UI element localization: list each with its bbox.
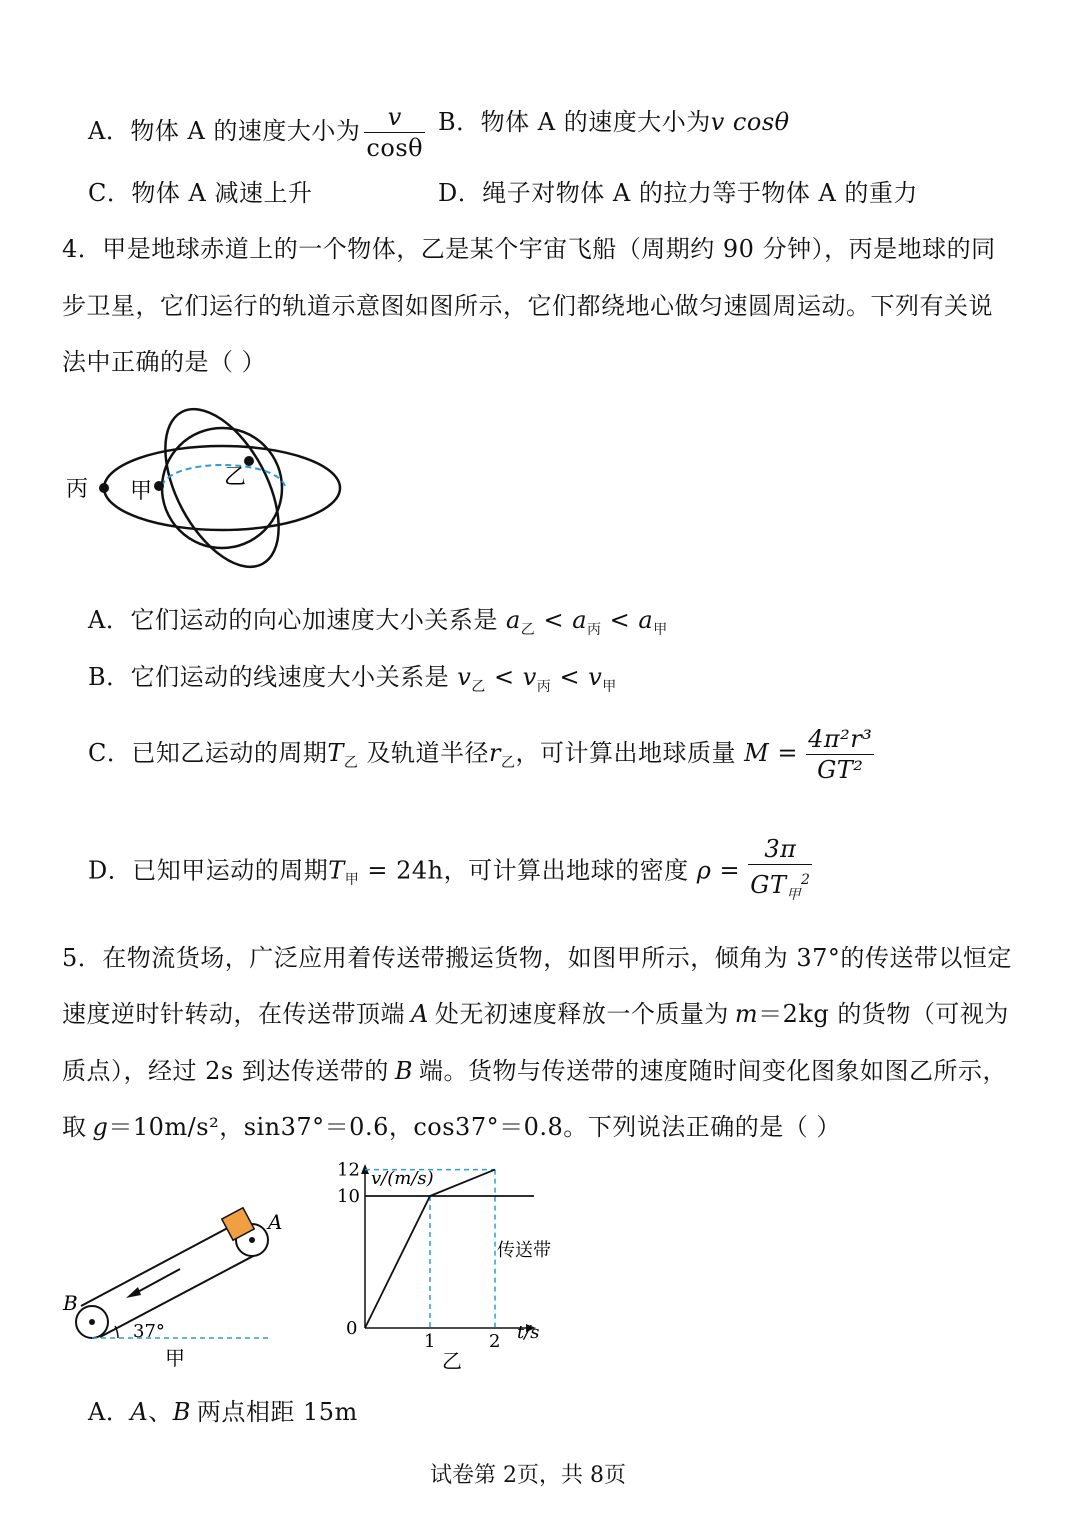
gravity-g: g [92,1113,109,1141]
sub-yi: 乙 [501,754,516,771]
q4-option-c-text-3: ，可计算出地球质量 [515,739,737,767]
sub-yi: 乙 [471,678,486,695]
x-axis-label: t/s [517,1322,540,1343]
q3-option-d: D．绳子对物体 A 的拉力等于物体 A 的重力 [438,179,918,207]
sub-bing: 丙 [536,678,552,695]
fraction-denominator [748,865,812,910]
q4-option-c [88,724,874,785]
y-axis-label: v/(m/s) [371,1168,434,1189]
q5-line-1: 5．在物流货场，广泛应用着传送带搬运货物，如图甲所示，倾角为 37°的传送带以恒定 [62,944,1012,972]
q3-option-a [88,102,425,163]
sub-bing: 丙 [587,621,602,638]
lt-symbol: < [609,606,631,634]
dot-bing [99,483,109,493]
fraction-numerator: v [364,102,425,133]
q5-option-a-text: 两点相距 15m [196,1398,358,1426]
q4-option-a-text: A．它们运动的向心加速度大小关系是 [88,606,498,634]
point-B: B [394,1057,413,1085]
q5-line-2-a: 速度逆时针转动，在传送带顶端 [62,1000,405,1028]
GT-symbol: GT [750,871,787,899]
dot-jia [154,481,164,491]
rho-equals: ρ = [696,856,741,885]
y-tick-label-12: 12 [337,1159,360,1181]
conveyor-diagram [60,1195,290,1375]
sub-yi: 乙 [520,621,536,638]
q4-option-c-text-1: C．已知乙运动的周期 [88,739,328,767]
q4-option-c-fraction [806,724,874,785]
label-B: B [63,1291,78,1315]
pulley-bottom-axle [89,1319,95,1325]
q5-line-4-a: 取 [62,1113,87,1141]
q4-option-b [88,662,617,702]
label-angle: 37° [133,1321,165,1342]
sub-jia: 甲 [344,872,360,889]
lt-symbol: < [543,606,565,634]
pulley-top-axle [249,1237,255,1243]
q4-option-d-fraction [748,834,812,910]
direction-arrowhead [126,1287,141,1298]
label-jia: 甲 [130,479,153,504]
direction-arrow [134,1269,180,1294]
q4-line-3: 法中正确的是（ ） [62,348,267,376]
T-symbol: T [328,856,345,885]
a-symbol: a [638,606,654,634]
chart-caption: 乙 [442,1349,462,1373]
q4-option-d [88,834,812,910]
label-A: A [268,1210,283,1234]
q4-option-a [88,605,668,645]
q4-option-d-eq: = 24h [367,856,444,885]
q3-option-a-fraction [364,102,425,163]
sub-yi: 乙 [343,754,359,771]
q5-line-4 [62,1112,841,1142]
q4-option-d-text-1: D．已知甲运动的周期 [88,856,329,885]
q5-line-4-b: ＝10m/s²，sin37°＝0.6，cos37°＝0.8。下列说法正确的是（ ） [108,1113,841,1141]
fraction-denominator: cosθ [366,134,424,162]
q5-line-2 [62,999,1009,1029]
q5-option-a-prefix: A． [88,1398,131,1426]
orbit-yi [142,391,302,585]
vt-chart [335,1160,565,1375]
q5-line-2-c: ＝2kg 的货物（可视为 [758,1000,1009,1028]
y-tick-label-10: 10 [337,1186,360,1207]
v-symbol: v [588,663,603,691]
lt-symbol: < [559,663,581,691]
q5-line-3-b: 端。货物与传送带的速度随时间变化图象如图乙所示， [418,1057,1007,1085]
v-symbol: v [522,663,537,691]
q4-option-c-text-2: 及轨道半径 [366,739,490,767]
belt-bottom-edge [100,1254,257,1337]
M-equals: M = [744,739,798,767]
separator: 、 [148,1398,173,1426]
v-symbol: v [457,663,472,691]
sub-jia: 甲 [653,621,668,638]
mass-m: m [734,1000,759,1028]
fraction-denominator: GT² [817,756,864,784]
q5-line-3 [62,1056,1007,1086]
orbit-diagram [60,400,360,580]
page-footer: 试卷第 2页，共 8页 [430,1463,626,1488]
fraction-numerator: 3π [748,834,812,865]
q4-option-b-text: B．它们运动的线速度大小关系是 [88,663,450,691]
q3-option-b [438,107,790,137]
point-A: A [411,1000,429,1028]
q5-line-3-a: 质点），经过 2s 到达传送带的 [62,1057,389,1085]
point-A: A [130,1398,149,1426]
q3-option-a-text: A．物体 A 的速度大小为 [88,117,361,145]
belt-top-edge [81,1223,237,1306]
x-tick-label-2: 2 [489,1331,501,1352]
q5-option-a [88,1397,358,1427]
a-symbol: a [572,606,587,634]
lt-symbol: < [493,663,515,691]
sub-jia: 甲 [602,678,617,695]
q3-option-c: C．物体 A 减速上升 [88,179,313,207]
x-tick-label-1: 1 [424,1331,436,1352]
q4-option-d-text-2: ，可计算出地球的密度 [443,856,689,885]
fraction-numerator: 4π²r³ [808,725,873,753]
label-yi: 乙 [224,465,247,490]
a-symbol: a [505,606,521,634]
T-symbol: T [327,739,344,767]
q3-option-b-text: B．物体 A 的速度大小为 [438,108,711,136]
sub-jia: 甲 [786,886,801,903]
r-symbol: r [489,739,502,767]
q4-line-1: 4．甲是地球赤道上的一个物体，乙是某个宇宙飞船（周期约 90 分钟），丙是地球的同 [62,235,996,263]
origin-label: 0 [346,1318,358,1339]
point-B: B [172,1398,191,1426]
belt-annotation: 传送带 [497,1240,551,1261]
caption-jia: 甲 [165,1346,185,1370]
sup-2: 2 [800,872,811,888]
q3-option-b-expr: v cosθ [710,108,790,136]
label-bing: 丙 [66,477,89,502]
q5-line-2-b: 处无初速度释放一个质量为 [434,1000,729,1028]
q4-line-2: 步卫星，它们运行的轨道示意图如图所示，它们都绕地心做匀速圆周运动。下列有关说 [62,292,993,320]
